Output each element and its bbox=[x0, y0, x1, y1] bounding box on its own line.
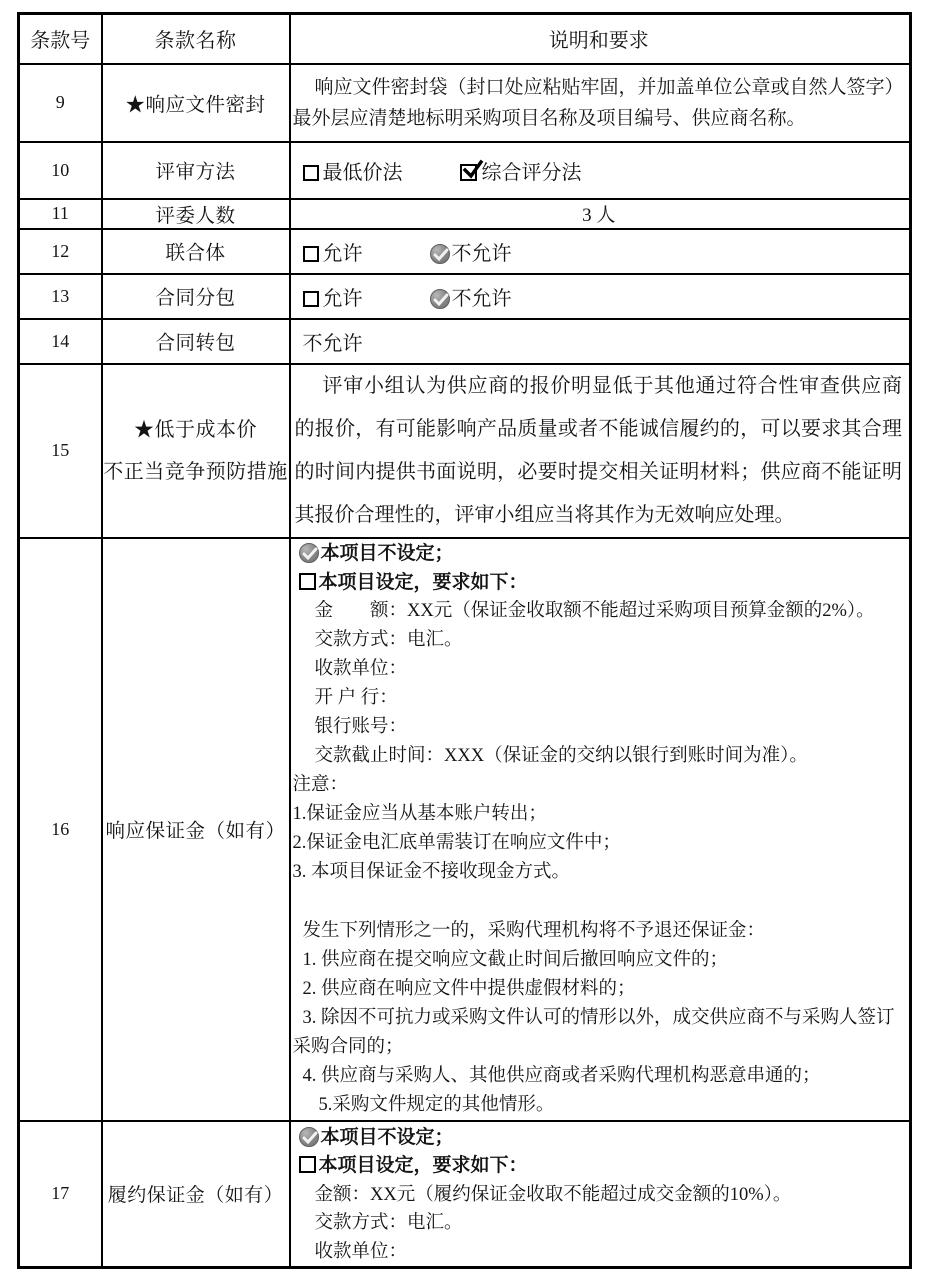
option-label: 本项目不设定； bbox=[320, 1126, 454, 1148]
checked-badge-icon bbox=[299, 1127, 319, 1147]
clause-no-15: 15 bbox=[19, 364, 102, 538]
deposit-amount-line: 金 额：XX元（保证金收取额不能超过采购项目预算金额的2%）。 bbox=[314, 600, 875, 621]
option-not-allowed bbox=[430, 243, 512, 265]
option-not-allowed bbox=[430, 288, 512, 310]
notice-item-3: 3. 本项目保证金不接收现金方式。 bbox=[292, 861, 571, 882]
header-clause-name: 条款名称 bbox=[102, 14, 290, 64]
table-row-16 bbox=[19, 538, 911, 1121]
option-label: 最低价法 bbox=[322, 161, 403, 184]
table-row-14 bbox=[19, 319, 911, 364]
clause-name-11: 评委人数 bbox=[102, 199, 290, 229]
clause-no-10: 10 bbox=[19, 142, 102, 199]
table-row-11 bbox=[19, 199, 911, 229]
clause-desc-13 bbox=[290, 274, 911, 319]
clause-desc-10 bbox=[290, 142, 911, 199]
clause-name-9: ★响应文件密封 bbox=[102, 64, 290, 142]
table-row-17 bbox=[19, 1121, 911, 1268]
clause-desc-17 bbox=[290, 1121, 911, 1268]
unchecked-checkbox-icon bbox=[303, 246, 319, 262]
forfeit-item-1: 1. 供应商在提交响应文截止时间后撤回响应文件的； bbox=[302, 949, 729, 970]
clause-name-14: 合同转包 bbox=[102, 319, 290, 364]
option-lowest-price bbox=[303, 162, 403, 184]
table-row-12 bbox=[19, 229, 911, 274]
clause-name-16: 响应保证金（如有） bbox=[102, 538, 290, 1121]
clause-name-15-line1: ★低于成本价 bbox=[134, 418, 257, 441]
bank-line: 开 户 行： bbox=[314, 687, 398, 708]
clause-no-16: 16 bbox=[19, 538, 102, 1121]
deadline-line: 交款截止时间：XXX（保证金的交纳以银行到账时间为准）。 bbox=[314, 745, 808, 766]
option-label: 允许 bbox=[322, 287, 363, 310]
forfeit-item-5: 5.采购文件规定的其他情形。 bbox=[318, 1094, 555, 1115]
option-label: 本项目不设定； bbox=[320, 542, 454, 564]
forfeit-item-3: 3. 除因不可抗力或采购文件认可的情形以外，成交供应商不与采购人签订采购合同的； bbox=[292, 1007, 895, 1057]
option-label: 不允许 bbox=[451, 242, 512, 265]
clause-desc-9 bbox=[290, 64, 911, 142]
clause-name-13: 合同分包 bbox=[102, 274, 290, 319]
option-label: 本项目设定，要求如下： bbox=[318, 571, 528, 593]
forfeit-item-4: 4. 供应商与采购人、其他供应商或者采购代理机构恶意串通的； bbox=[302, 1065, 821, 1086]
checked-badge-icon bbox=[430, 244, 450, 264]
table-header-row bbox=[19, 14, 911, 64]
clause-desc-16 bbox=[290, 538, 911, 1121]
clause-no-17: 17 bbox=[19, 1121, 102, 1268]
below-cost-measures-text: 评审小组认为供应商的报价明显低于其他通过符合性审查供应商的报价，有可能影响产品质量或者不能诚信履约的，可以要求其合理的时间内提供书面说明，必要时提交相关证明材料；供应商不能证明其报价合理性的，评审小组应当将其作为无效响应处理。 bbox=[294, 374, 902, 526]
clause-name-12: 联合体 bbox=[102, 229, 290, 274]
deposit-not-set-option bbox=[293, 539, 906, 568]
clause-no-13: 13 bbox=[19, 274, 102, 319]
forfeit-intro-line: 发生下列情形之一的，采购代理机构将不予退还保证金： bbox=[302, 920, 766, 941]
clause-no-11: 11 bbox=[19, 199, 102, 229]
option-label: 综合评分法 bbox=[481, 161, 582, 184]
terms-table bbox=[17, 12, 912, 1269]
option-label: 本项目设定，要求如下： bbox=[318, 1155, 528, 1176]
table-row-10 bbox=[19, 142, 911, 199]
clause-name-15 bbox=[102, 364, 290, 538]
clause-no-9: 9 bbox=[19, 64, 102, 142]
unchecked-checkbox-icon bbox=[299, 573, 316, 590]
table-row-15 bbox=[19, 364, 911, 538]
unchecked-checkbox-icon bbox=[299, 1156, 316, 1173]
option-allowed bbox=[303, 288, 363, 310]
clause-desc-14 bbox=[290, 319, 911, 364]
payment-method-line: 交款方式：电汇。 bbox=[314, 629, 463, 650]
table-row-13 bbox=[19, 274, 911, 319]
bond-amount-line: 金额：XX元（履约保证金收取不能超过成交金额的10%）。 bbox=[314, 1184, 792, 1205]
header-clause-no: 条款号 bbox=[19, 14, 102, 64]
performance-bond-set-option bbox=[293, 1152, 906, 1181]
bond-payee-line: 收款单位： bbox=[314, 1241, 408, 1262]
clause-name-10: 评审方法 bbox=[102, 142, 290, 199]
notice-label: 注意： bbox=[292, 774, 349, 795]
clause-no-14: 14 bbox=[19, 319, 102, 364]
option-allowed bbox=[303, 243, 363, 265]
header-description: 说明和要求 bbox=[290, 14, 911, 64]
checked-badge-icon bbox=[299, 543, 319, 563]
checked-badge-icon bbox=[430, 289, 450, 309]
option-label: 允许 bbox=[322, 242, 363, 265]
deposit-set-option bbox=[293, 568, 906, 597]
bond-payment-method-line: 交款方式：电汇。 bbox=[314, 1213, 463, 1233]
clause-desc-15 bbox=[290, 364, 911, 538]
performance-bond-not-set-option bbox=[293, 1124, 906, 1153]
clause-name-15-line2: 不正当竞争预防措施 bbox=[103, 460, 288, 483]
seal-requirement-line1: 响应文件密封袋（封口处应粘贴牢固，并加盖单位公章或自然人签字） bbox=[314, 76, 904, 98]
unchecked-checkbox-icon bbox=[303, 291, 319, 307]
table-row-9 bbox=[19, 64, 911, 142]
forfeit-item-2: 2. 供应商在响应文件中提供虚假材料的； bbox=[302, 978, 636, 999]
clause-desc-12 bbox=[290, 229, 911, 274]
unchecked-checkbox-icon bbox=[303, 165, 319, 181]
option-label: 不允许 bbox=[451, 287, 512, 310]
seal-requirement-line2: 最外层应清楚地标明采购项目名称及项目编号、供应商名称。 bbox=[292, 107, 806, 129]
clause-name-17: 履约保证金（如有） bbox=[102, 1121, 290, 1268]
not-allowed-value: 不允许 bbox=[302, 332, 363, 355]
payee-line: 收款单位： bbox=[314, 658, 408, 679]
checked-checkbox-icon bbox=[460, 164, 477, 181]
clause-no-12: 12 bbox=[19, 229, 102, 274]
notice-item-1: 1.保证金应当从基本账户转出； bbox=[292, 803, 547, 824]
account-line: 银行账号： bbox=[314, 716, 408, 737]
notice-item-2: 2.保证金电汇底单需装订在响应文件中； bbox=[292, 832, 621, 853]
option-comprehensive-scoring bbox=[460, 162, 582, 184]
evaluators-count-value: 3 人 bbox=[290, 199, 911, 229]
